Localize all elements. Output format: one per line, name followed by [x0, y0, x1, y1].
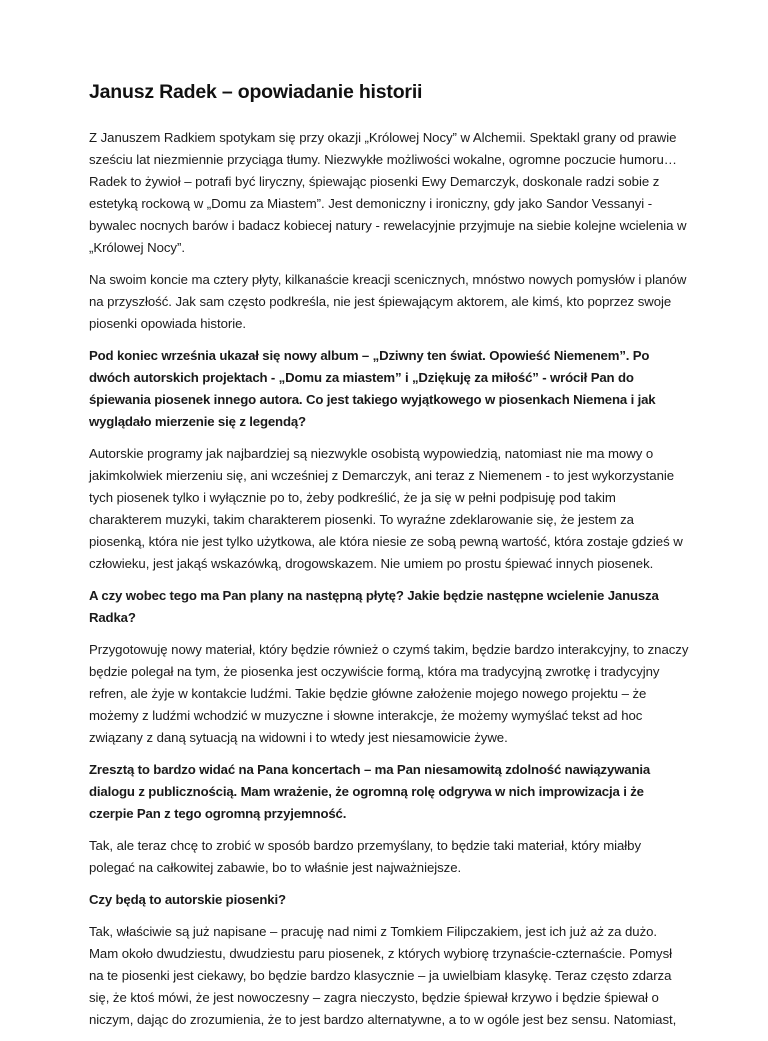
- answer-1: Autorskie programy jak najbardziej są niezwykle osobistą wypowiedzią, natomiast nie ma mowy o jakimkolwiek mierzeniu się, ani wcześniej z Demarczyk, ani teraz z Niemenem - to jest wykorzystanie tych piosenek tylko i wyłącznie po to, żeby podkreślić, że ja się w pełni podpisuję pod takim charakterem muzyki, takim charakterem piosenki. To wyraźne zdeklarowanie się, że jestem za piosenką, która nie jest tylko użytkowa, ale która niesie ze sobą pewną wartość, która zostaje gdzieś w człowieku, jest jakąś wskazówką, drogowskazem. Nie umiem po prostu śpiewać innych piosenek.: [89, 446, 683, 571]
- article-title: Janusz Radek – opowiadanie historii: [89, 81, 423, 103]
- document-page: [89, 80, 689, 1041]
- question-2: A czy wobec tego ma Pan plany na następną płytę? Jakie będzie następne wcielenie Janusza Radka?: [89, 588, 659, 625]
- paragraph-intro-2: Na swoim koncie ma cztery płyty, kilkanaście kreacji scenicznych, mnóstwo nowych pomysłów i planów na przyszłość. Jak sam często podkreśla, nie jest śpiewającym aktorem, ale kimś, kto poprzez swoje piosenki opowiada historie.: [89, 272, 687, 331]
- paragraph-intro-1: Z Januszem Radkiem spotykam się przy okazji „Królowej Nocy” w Alchemii. Spektakl grany od prawie sześciu lat niezmiennie przyciąga tłumy. Niezwykłe możliwości wokalne, ogromne poczucie humoru… Radek to żywioł – potrafi być liryczny, śpiewając piosenki Ewy Demarczyk, doskonale radzi sobie z estetyką rockową w „Domu za Miastem”. Jest demoniczny i ironiczny, gdy jako Sandor Vessanyi - bywalec nocnych barów i badacz kobiecej natury - rewelacyjnie przyjmuje na siebie kolejne wcielenia w „Królowej Nocy”.: [89, 130, 687, 255]
- answer-4: Tak, właściwie są już napisane – pracuję nad nimi z Tomkiem Filipczakiem, jest ich już aż za dużo. Mam około dwudziestu, dwudziestu paru piosenek, z których wybiorę trzynaście-czternaście. Pomysł na te piosenki jest ciekawy, bo będzie bardzo klasycznie – ja uwielbiam klasykę. Teraz często zdarza się, że ktoś mówi, że jest nowoczesny – zagra nieczysto, będzie śpiewał krzywo i będzie śpiewał o niczym, dając do zrozumienia, że to jest bardzo alternatywne, a to w ogóle jest bez sensu. Natomiast,: [89, 924, 677, 1027]
- question-4: Czy będą to autorskie piosenki?: [89, 892, 286, 907]
- answer-2: Przygotowuję nowy materiał, który będzie również o czymś takim, będzie bardzo interakcyjny, to znaczy będzie polegał na tym, że piosenka jest oczywiście formą, która ma tradycyjną zwrotkę i tradycyjny refren, ale żyje w kontakcie ludźmi. Takie będzie główne założenie mojego nowego projektu – że możemy z ludźmi wchodzić w muzyczne i słowne interakcje, że możemy wymyślać tekst ad hoc związany z daną sytuacją na widowni i to wtedy jest niesamowicie żywe.: [89, 642, 689, 745]
- answer-3: Tak, ale teraz chcę to zrobić w sposób bardzo przemyślany, to będzie taki materiał, który miałby polegać na całkowitej zabawie, bo to właśnie jest najważniejsze.: [89, 838, 641, 875]
- question-1: Pod koniec września ukazał się nowy album – „Dziwny ten świat. Opowieść Niemenem”. Po dwóch autorskich projektach - „Domu za miastem” i „Dziękuję za miłość” - wrócił Pan do śpiewania piosenek innego autora. Co jest takiego wyjątkowego w piosenkach Niemena i jak wyglądało mierzenie się z legendą?: [89, 348, 656, 429]
- question-3: Zresztą to bardzo widać na Pana koncertach – ma Pan niesamowitą zdolność nawiązywania dialogu z publicznością. Mam wrażenie, że ogromną rolę odgrywa w nich improwizacja i że czerpie Pan z tego ogromną przyjemność.: [89, 762, 651, 821]
